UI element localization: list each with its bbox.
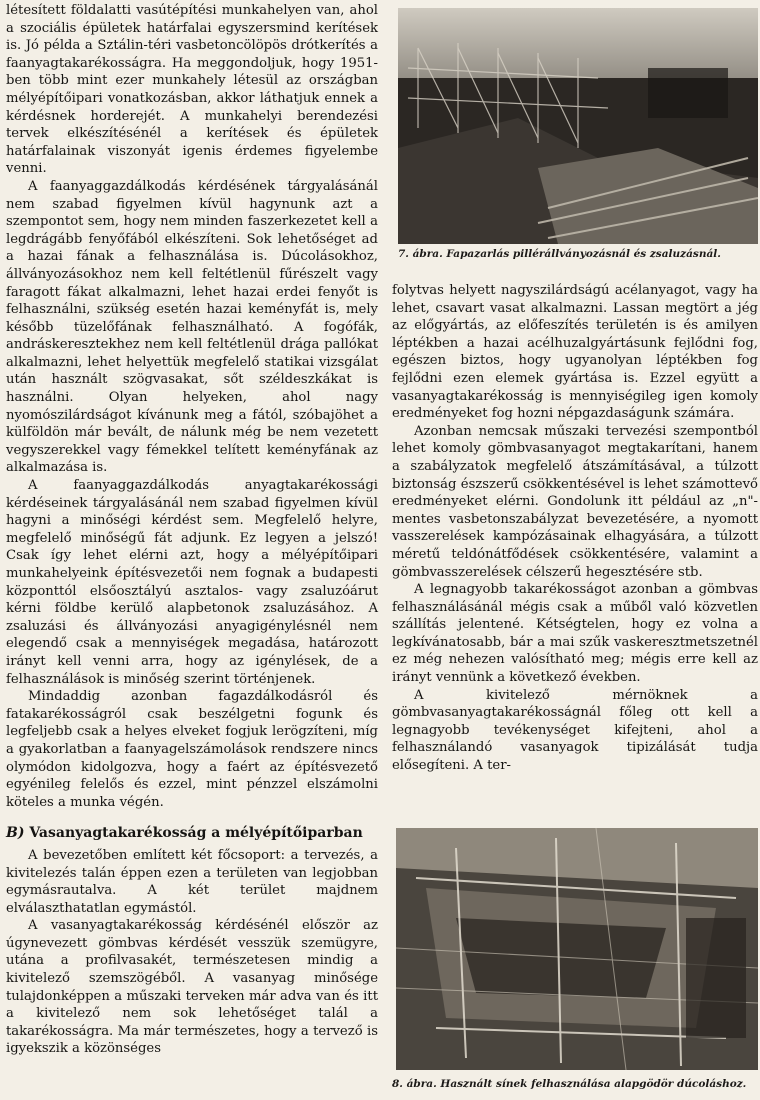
paragraph: A vasanyagtakarékosság kérdésénél először az úgynevezett gömbvas kérdését vesszük szemügyre, utána a profilvasakét, természetesen mindig a kivitelező szemszögéből. A vasanyag minősége tulajdonképpen a műszaki terveken már adva van és itt a kivitelező nem sok lehetőséget talál a takarékosságra. Ma már természetes, hogy a tervező is igyekszik a közönséges [6,918,378,1057]
paragraph: létesített földalatti vasútépítési munkahelyen van, ahol a szociális épületek határfalai egyszersmind kerítések is. Jó példa a Sztálin-téri vasbetoncölöpös drótkerítés a faanyagtakarékosságra. Ha meggondoljuk, hogy 1951-ben több mint ezer munkahely létesül az országban mélyépítőipari vonatkozásban, akkor láthatjuk ennek a kérdésnek horderejét. A munkahelyi berendezési tervek elkészítésénél a kerítések és épületek határfalainak viszonyát igenis érdemes figyelembe venni. [6,3,378,177]
paragraph: A legnagyobb takarékosságot azonban a gömbvas felhasználásánál mégis csak a műből való közvetlen szállítás jelentené. Kétségtelen, hogy ez volna a legkívánatosabb, bár a mai szűk vaskeresztmetszetnél ez még nehezen valósítható meg; mégis erre kell az irányt vennünk a következő években. [392,582,758,686]
figure-7-caption: 7. ábra. Fapazarlás pillérállványozásnál és zsaluzásnál. [398,248,721,260]
figure-8-caption: 8. ábra. Használt sínek felhasználása alapgödör dúcoláshoz. [392,1078,747,1090]
paragraph: Mindaddig azonban fagazdálkodásról és fatakarékosságról csak beszélgetni fogunk és legfeljebb csak a helyes elveket fogjuk lerögzíteni, míg a gyakorlatban a faanyagelszámolások rendszere nincs olymódon kidolgozva, hogy a faért az építésvezető egyénileg felelős és ezzel, mint pénzzel elszámolni köteles a munka végén. [6,689,378,810]
scaffolding-photo-graphic [398,8,758,244]
figure-7-photo [398,8,758,244]
paragraph: A faanyaggazdálkodás anyagtakarékossági kérdéseinek tárgyalásánál nem szabad figyelmen kívül hagyni a minőségi kérdést sem. Megfelelő helyre, megfelelő minőségű fát adjunk. Ez legyen a jelszó! Csak így lehet elérni azt, hogy a mélyépítőipari munkahelyeink építésvezetői nem fognak a budapesti központtól elsőosztályú asztalos- vagy zsaluzóárut kérni földbe kerülő alapbetonok zsaluzásához. A zsaluzási és állványozási anyagigénylésnél nem elegendő csak a mennyiségek megadása, határozott irányt kell venni arra, hogy az igénylések, de a felhasználások is minőség szerint történjenek. [6,478,378,687]
paragraph: A kivitelező mérnöknek a gömbvasanyagtakarékosságnál főleg ott kell a legnagyobb tevékenységet kifejteni, ahol a felhasználandó vasanyagok tipizálását tudja elősegíteni. A ter- [392,687,758,774]
paragraph: Azonban nemcsak műszaki tervezési szempontból lehet komoly gömbvasanyagot megtakarítani, hanem a szabályzatok megfelelő átszámításával, a túlzott biztonság észszerű csökkentésével is lehet számottevő eredményeket elérni. Gondolunk itt például az „n"-mentes vasbetonszabályzat bevezetésére, a nyomott vasszerelések kampózásainak elhagyására, a túlzott méretű teldónátfődések csökkentésére, valamint a gömbvasszerelések célszerű hegesztésére stb. [392,423,758,580]
figure-8-photo [396,828,758,1070]
paragraph: A bevezetőben említett két főcsoport: a tervezés, a kivitelezés talán éppen ezen a területen van legjobban egymásrautalva. A két terület majdnem elválaszthatatlan egymástól. [6,847,378,916]
section-heading-letter: B) [6,825,25,842]
section-heading [6,825,378,843]
left-column [6,2,378,1058]
right-column [392,282,758,775]
paragraph: A faanyaggazdálkodás kérdésének tárgyalásánál nem szabad figyelmen kívül hagynunk azt a szempontot sem, hogy nem minden faszerkezetet kell a legdrágább fenyőfából elkészíteni. Sok lehetőséget ad a hazai fának a felhasználása is. Dúcolásokhoz, állványozásokhoz nem kell feltétlenül fűrészelt vagy faragott fákat alkalmazni, lehet hazai erdei fenyőt is felhasználni, szükség esetén hazai keményfát is, mely később tüzelőfának felhasználható. A fogófák, andráskeresztekhez nem kell feltétlenül drága pallókat alkalmazni, lehet helyettük megfelelő statikai vizsgálat után használt szögvasakat, sőt széldeszkákat is használni. Olyan helyeken, ahol nagy nyomószilárdságot kívánunk meg a fától, szóbajöhet a külföldön már bevált, de nálunk még be nem vezetett vegyszerekkel vagy fémekkel telített keményfának az alkalmazása is. [6,178,378,476]
excavation-photo-graphic [396,828,758,1070]
section-heading-text: Vasanyagtakarékosság a mélyépítőiparban [29,825,363,842]
paragraph: folytvas helyett nagyszilárdságú acélanyagot, vagy ha lehet, csavart vasat alkalmazni. Lassan megtört a jég az előgyártás, az előfeszítés területén is és amilyen léptékben a hazai acélhuzalgyártásunk fejlődni fog, egészen biztos, hogy ugyanolyan léptékben fog fejlődni ezen elemek gyártása is. Ezzel együtt a vasanyagtakarékosság is mennyiségileg igen komoly eredményeket fog hozni népgazdaságunk számára. [392,283,758,422]
